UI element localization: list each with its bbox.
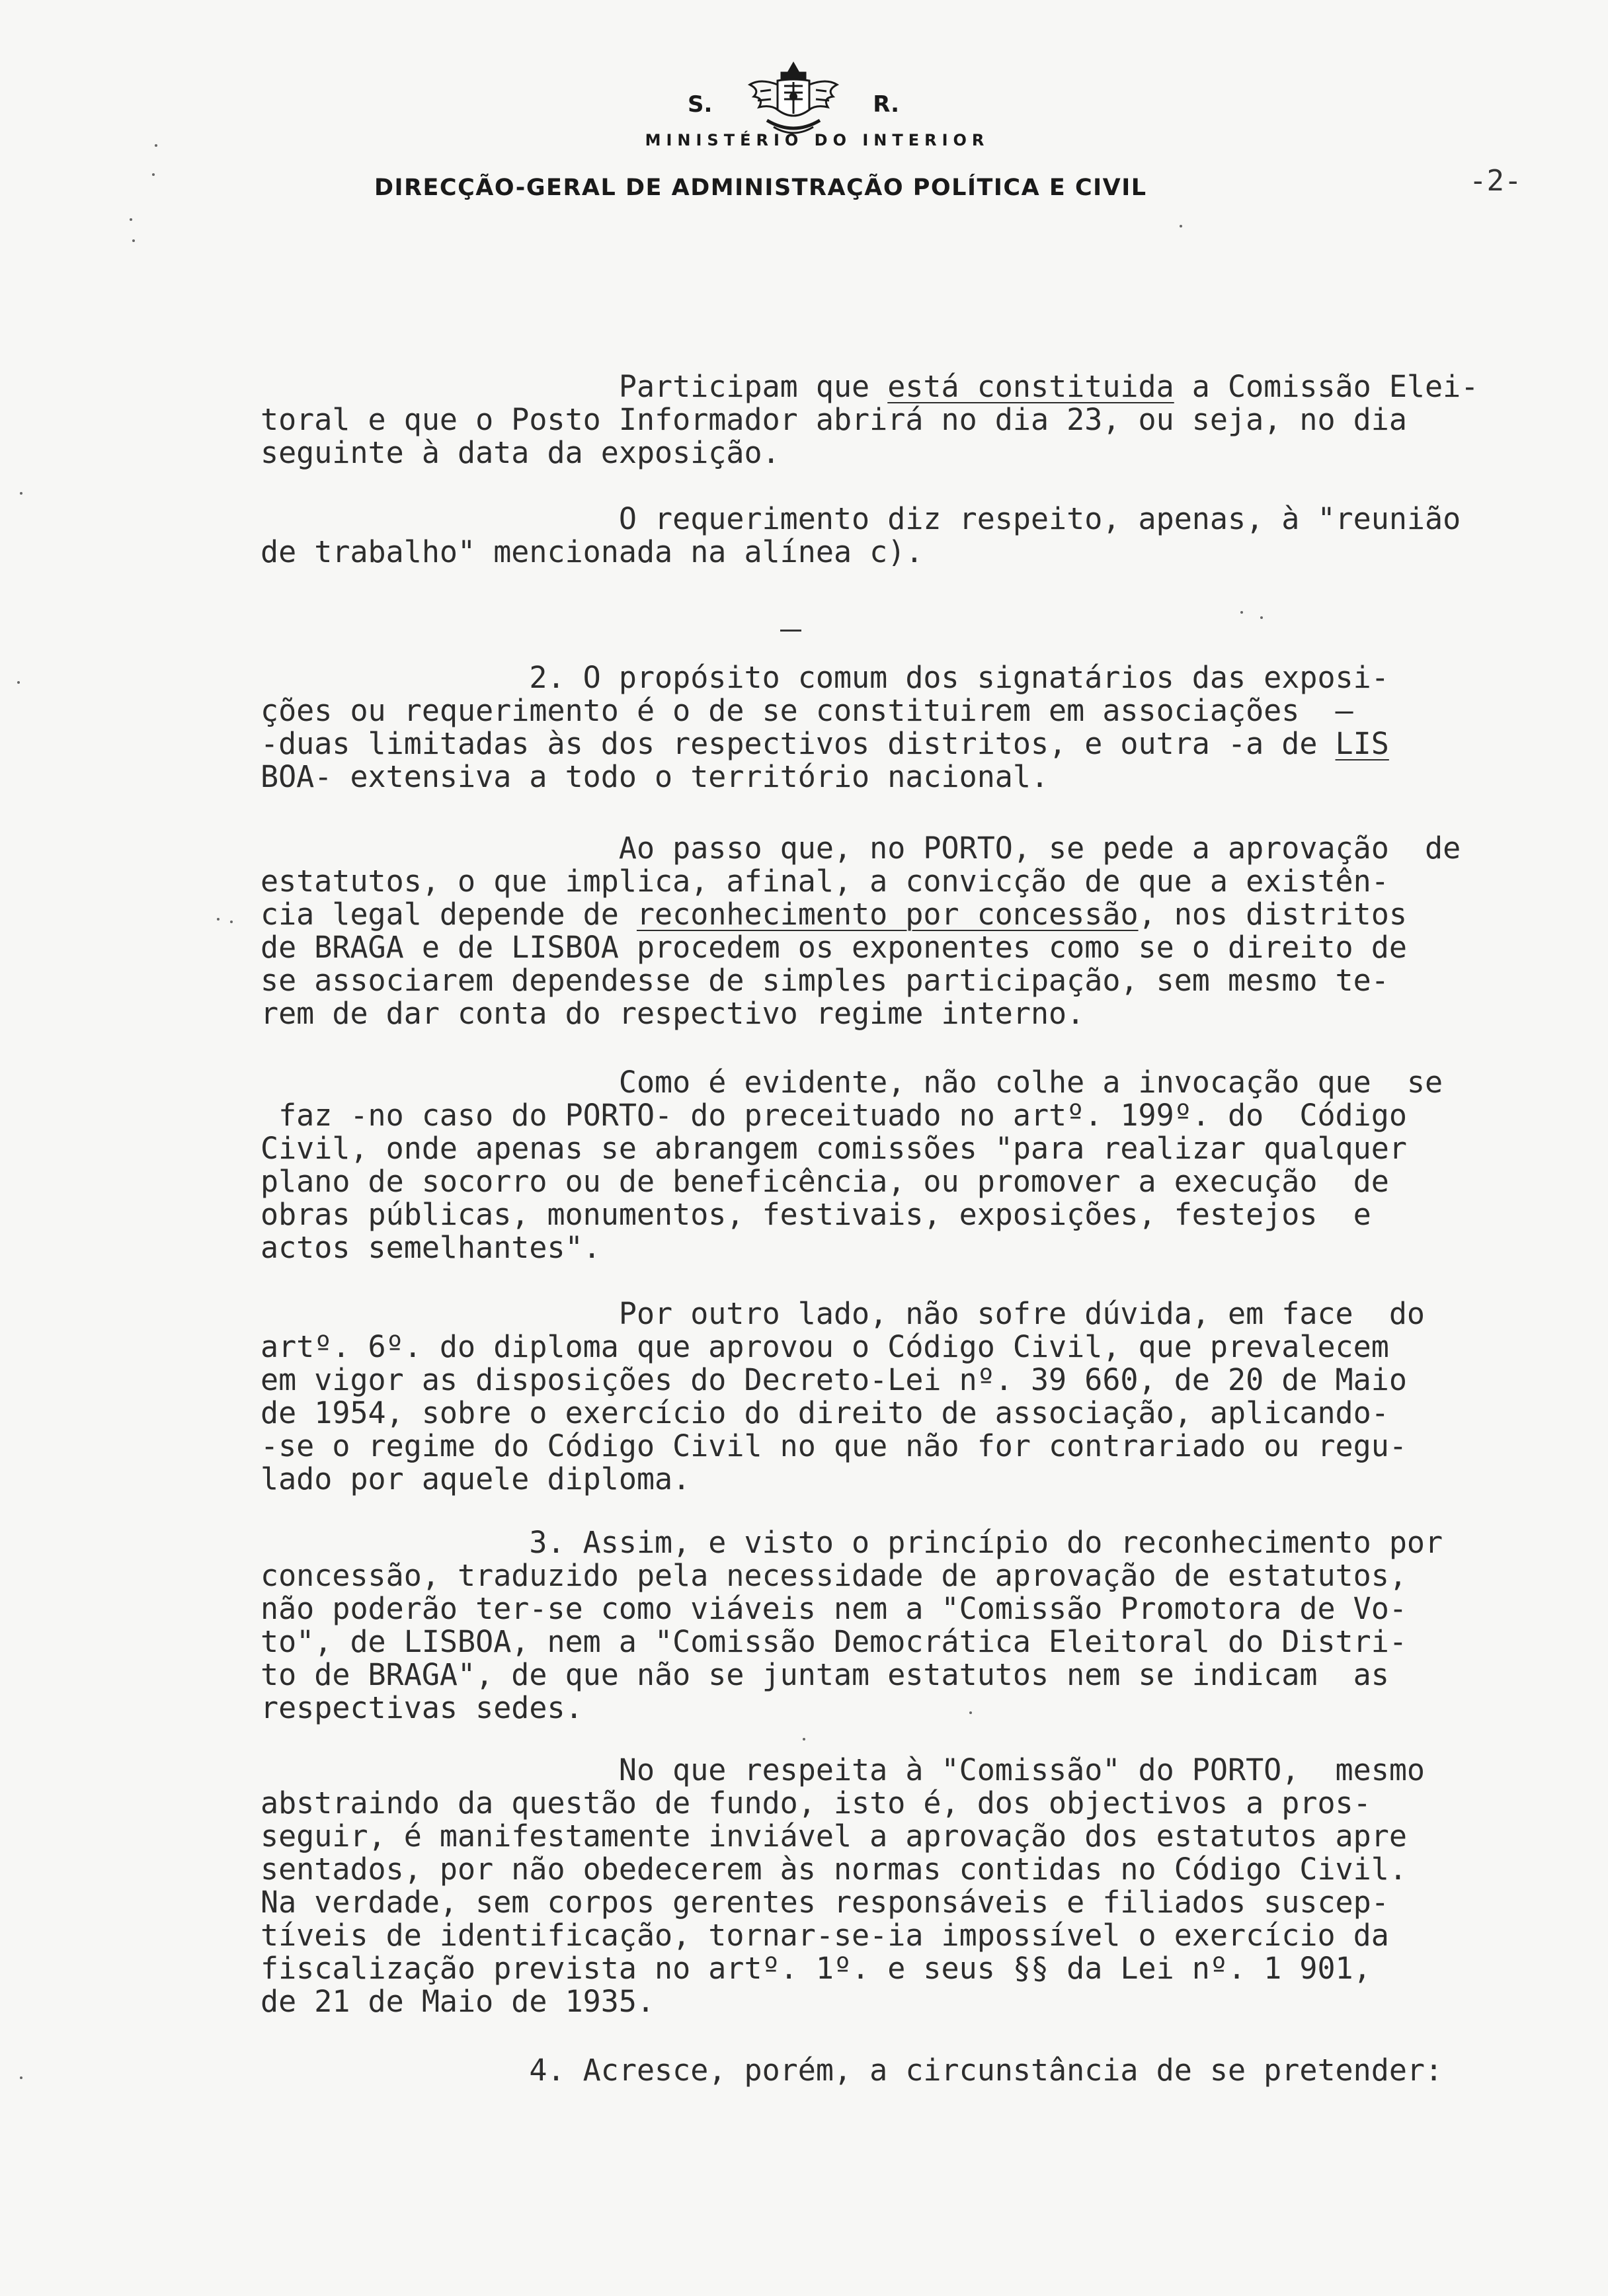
text-line	[261, 832, 1550, 865]
text-segment: Participam que	[261, 369, 888, 404]
text-line	[261, 1754, 1550, 1787]
text-line	[261, 370, 1550, 403]
text-line	[261, 694, 1550, 727]
text-line	[261, 760, 1550, 794]
text-segment: estatutos, o que implica, afinal, a convicção de que a existên-	[261, 864, 1389, 899]
text-line	[261, 436, 1550, 470]
text-segment: de 21 de Maio de 1935.	[261, 1984, 655, 2019]
text-line	[261, 1463, 1550, 1496]
text-line	[261, 1985, 1550, 2018]
paragraph	[261, 1297, 1550, 1496]
text-line	[261, 1659, 1550, 1692]
text-line	[261, 1198, 1550, 1231]
text-line	[261, 1919, 1550, 1952]
text-segment: rem de dar conta do respectivo regime interno.	[261, 996, 1085, 1031]
text-line	[261, 536, 1550, 569]
text-line	[261, 1592, 1550, 1625]
paragraph	[261, 370, 1550, 470]
text-segment: em vigor as disposições do Decreto-Lei nº. 39 660, de 20 de Maio	[261, 1362, 1407, 1397]
text-segment: to", de LISBOA, nem a "Comissão Democrática Eleitoral do Distri-	[261, 1624, 1407, 1659]
paragraph	[261, 1526, 1550, 1725]
text-line	[261, 503, 1550, 536]
text-segment: ções ou requerimento é o de se constituirem em associações —	[261, 693, 1353, 728]
text-line	[261, 1231, 1550, 1264]
text-segment: artº. 6º. do diploma que aprovou o Código Civil, que prevalecem	[261, 1329, 1389, 1364]
text-line	[261, 727, 1550, 760]
paragraph	[261, 503, 1550, 569]
text-line	[261, 997, 1550, 1030]
text-segment: -se o regime do Código Civil no que não for contrariado ou regu-	[261, 1428, 1407, 1463]
text-segment: O requerimento diz respeito, apenas, à "reunião	[261, 501, 1461, 536]
text-segment: de 1954, sobre o exercício do direito de associação, aplicando-	[261, 1395, 1389, 1430]
text-line	[261, 1165, 1550, 1198]
text-line	[261, 1886, 1550, 1919]
text-line	[261, 1559, 1550, 1592]
text-line	[261, 1297, 1550, 1331]
text-line	[261, 1430, 1550, 1463]
text-segment: de BRAGA e de LISBOA procedem os exponentes como se o direito de	[261, 930, 1407, 965]
text-segment: plano de socorro ou de beneficência, ou promover a execução de	[261, 1164, 1389, 1199]
underlined-text: está constituida	[887, 369, 1174, 404]
paragraph	[261, 2054, 1550, 2087]
text-segment: BOA- extensiva a todo o território nacional.	[261, 759, 1049, 794]
ministry-heading: MINISTÉRIO DO INTERIOR	[645, 131, 990, 149]
text-segment: tíveis de identificação, tornar-se-ia impossível o exercício da	[261, 1918, 1389, 1953]
text-segment: Como é evidente, não colhe a invocação que se	[261, 1065, 1443, 1100]
text-line	[261, 1397, 1550, 1430]
text-line	[261, 931, 1550, 964]
text-line	[261, 1692, 1550, 1725]
text-segment: abstraindo da questão de fundo, isto é, dos objectivos a pros-	[261, 1785, 1371, 1821]
text-segment: concessão, traduzido pela necessidade de aprovação de estatutos,	[261, 1558, 1407, 1593]
directorate-heading: DIRECÇÃO-GERAL DE ADMINISTRAÇÃO POLÍTICA E CIVIL	[374, 175, 1147, 201]
text-segment: 4. Acresce, porém, a circunstância de se pretender:	[261, 2053, 1443, 2088]
text-segment: respectivas sedes.	[261, 1690, 583, 1725]
text-line	[261, 1066, 1550, 1099]
text-line	[261, 1625, 1550, 1659]
text-line	[261, 1364, 1550, 1397]
text-line	[261, 1820, 1550, 1853]
text-segment: não poderão ter-se como viáveis nem a "Comissão Promotora de Vo-	[261, 1591, 1407, 1626]
text-line	[261, 1787, 1550, 1820]
text-line	[261, 1331, 1550, 1364]
text-segment: obras públicas, monumentos, festivais, exposições, festejos e	[261, 1197, 1371, 1232]
text-line	[261, 403, 1550, 436]
text-segment: Na verdade, sem corpos gerentes responsáveis e filiados suscep-	[261, 1885, 1389, 1920]
text-segment: Ao passo que, no PORTO, se pede a aprovação de	[261, 831, 1461, 866]
text-segment: to de BRAGA", de que não se juntam estatutos nem se indicam as	[261, 1657, 1389, 1692]
text-line	[261, 898, 1550, 931]
text-line	[261, 1526, 1550, 1559]
text-segment: 3. Assim, e visto o princípio do reconhecimento por	[261, 1525, 1443, 1560]
text-line	[261, 964, 1550, 997]
text-segment: se associarem dependesse de simples participação, sem mesmo te-	[261, 963, 1389, 998]
text-segment: toral e que o Posto Informador abrirá no dia 23, ou seja, no dia	[261, 402, 1407, 437]
text-segment: -duas limitadas às dos respectivos distritos, e outra -a de	[261, 726, 1336, 761]
text-segment: faz -no caso do PORTO- do preceituado no artº. 199º. do Código	[261, 1098, 1407, 1133]
page-number: -2-	[1469, 164, 1522, 198]
text-segment: seguir, é manifestamente inviável a aprovação dos estatutos apre	[261, 1819, 1407, 1854]
paragraph	[261, 832, 1550, 1030]
text-segment: seguinte à data da exposição.	[261, 435, 780, 470]
text-line	[261, 1853, 1550, 1886]
letterhead-r: R.	[873, 91, 899, 118]
text-segment: de trabalho" mencionada na alínea c).	[261, 534, 924, 569]
text-line	[261, 1132, 1550, 1165]
text-segment: 2. O propósito comum dos signatários das exposi-	[261, 660, 1389, 695]
text-segment: actos semelhantes".	[261, 1230, 601, 1265]
text-segment: Por outro lado, não sofre dúvida, em face do	[261, 1296, 1425, 1331]
text-segment: fiscalização prevista no artº. 1º. e seus §§ da Lei nº. 1 901,	[261, 1951, 1371, 1986]
underlined-text: LIS	[1335, 726, 1389, 761]
text-segment: cia legal depende de	[261, 897, 637, 932]
text-segment: , nos distritos	[1138, 897, 1407, 932]
text-segment: Civil, onde apenas se abrangem comissões "para realizar qualquer	[261, 1131, 1407, 1166]
text-segment: sentados, por não obedecerem às normas contidas no Código Civil.	[261, 1852, 1407, 1887]
letterhead-s: S.	[688, 91, 713, 118]
paragraph	[261, 1754, 1550, 2018]
paragraph	[261, 661, 1550, 794]
text-line	[261, 661, 1550, 694]
text-segment: No que respeita à "Comissão" do PORTO, mesmo	[261, 1752, 1425, 1787]
text-line	[261, 1099, 1550, 1132]
text-line	[261, 2054, 1550, 2087]
text-segment: a Comissão Elei-	[1174, 369, 1479, 404]
section-separator	[780, 630, 801, 632]
underlined-text: reconhecimento por concessão	[636, 897, 1139, 932]
paragraph	[261, 1066, 1550, 1264]
text-segment: lado por aquele diploma.	[261, 1461, 691, 1496]
text-line	[261, 1952, 1550, 1985]
text-line	[261, 865, 1550, 898]
